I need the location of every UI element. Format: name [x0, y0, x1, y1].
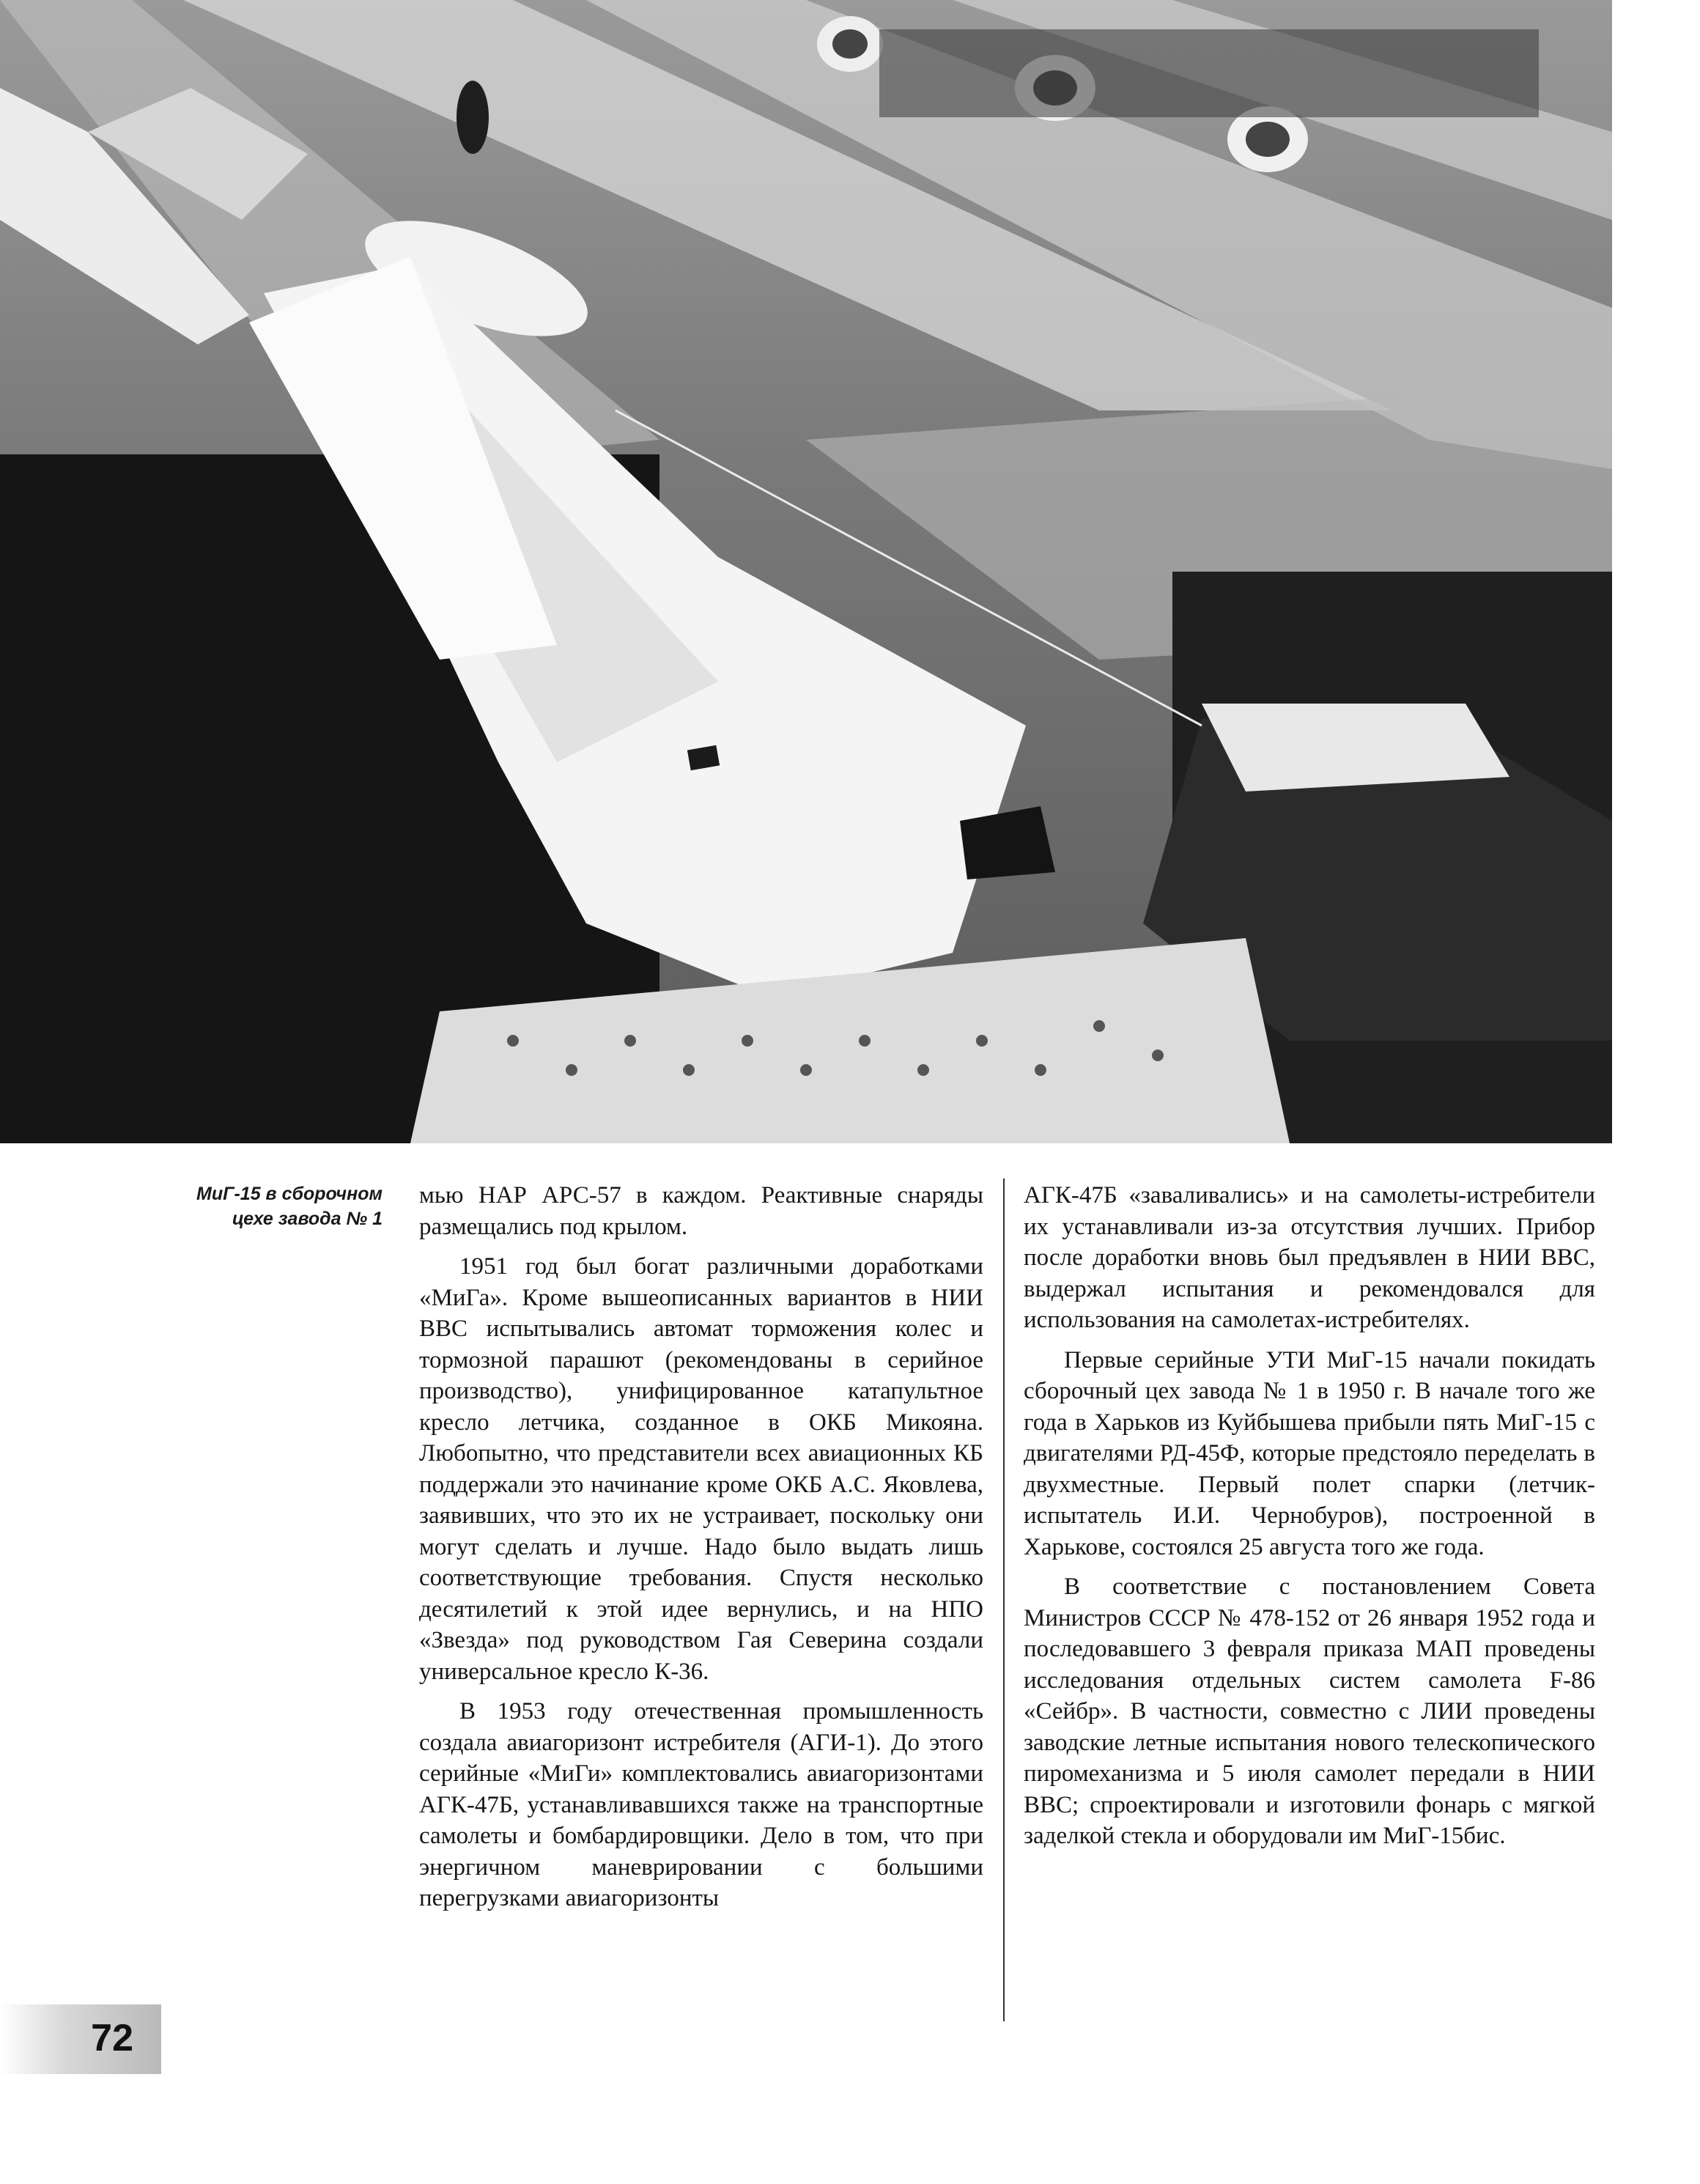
- photo-icon: [0, 0, 1612, 1143]
- caption-line-2: цехе завода № 1: [232, 1209, 382, 1229]
- assembly-hall-photo: [0, 0, 1612, 1143]
- text-column-2: [1024, 1180, 1595, 1861]
- paragraph: Первые серийные УТИ МиГ-15 начали покидать сборочный цех завода № 1 в 1950 г. В начале того же года в Харьков из Куйбышева прибыли пять МиГ-15 с двигателями РД-45Ф, которые предстояло переделать в двухместные. Первый полет спарки (летчик-испытатель И.И. Чернобуров), построенной в Харькове, состоялся 25 августа того же года.: [1024, 1346, 1595, 1560]
- paragraph: АГК-47Б «заваливались» и на самолеты-истребители их устанавливали из-за отсутствия лучших. Прибор после доработки вновь был предъявлен в НИИ ВВС, выдержал испытания и рекомендовался для использования на самолетах-истребителях.: [1024, 1182, 1595, 1333]
- paragraph: В 1953 году отечественная промышленность создала авиагоризонт истребителя (АГИ-1). До этого серийные «МиГи» комплектовались авиагоризонтами АГК-47Б, устанавливавшихся также на транспортные самолеты и бомбардировщики. Дело в том, что при энергичном маневрировании с большими перегрузками авиагоризонты: [419, 1698, 983, 1911]
- photo-caption: [110, 1181, 382, 1231]
- paragraph: 1951 год был богат различными доработками «МиГа». Кроме вышеописанных вариантов в НИИ ВВС испытывались автомат торможения колес и тормозной парашют (рекомендованы в серийное производство), унифицированное катапультное кресло летчика, созданное в ОКБ Микояна. Любопытно, что представители всех авиационных КБ поддержали это начинание кроме ОКБ А.С. Яковлева, заявивших, что это их не устраивает, поскольку они могут сделать и лучше. Надо было выдать лишь соответствующие требования. Спустя несколько десятилетий к этой идее вернулись, и на НПО «Звезда» под руководством Гая Северина создали универсальное кресло К-36.: [419, 1253, 983, 1685]
- column-divider: [1003, 1178, 1005, 2021]
- caption-line-1: МиГ-15 в сборочном: [196, 1184, 382, 1204]
- page-number: 72: [91, 2017, 133, 2059]
- paragraph: мью НАР АРС-57 в каждом. Реактивные снаряды размещались под крылом.: [419, 1182, 983, 1240]
- text-column-1: [419, 1180, 983, 1923]
- paragraph: В соответствие с постановлением Совета Министров СССР № 478-152 от 26 января 1952 года и последовавшего 3 февраля приказа МАП проведены исследования отдельных систем самолета F-86 «Сейбр». В частности, совместно с ЛИИ проведены заводские летные испытания нового телескопического пиромеханизма и 5 июля самолет передали в НИИ ВВС; спроектировали и изготовили фонарь с мягкой заделкой стекла и оборудовали им МиГ-15бис.: [1024, 1574, 1595, 1849]
- page-number-tab: [0, 2004, 161, 2074]
